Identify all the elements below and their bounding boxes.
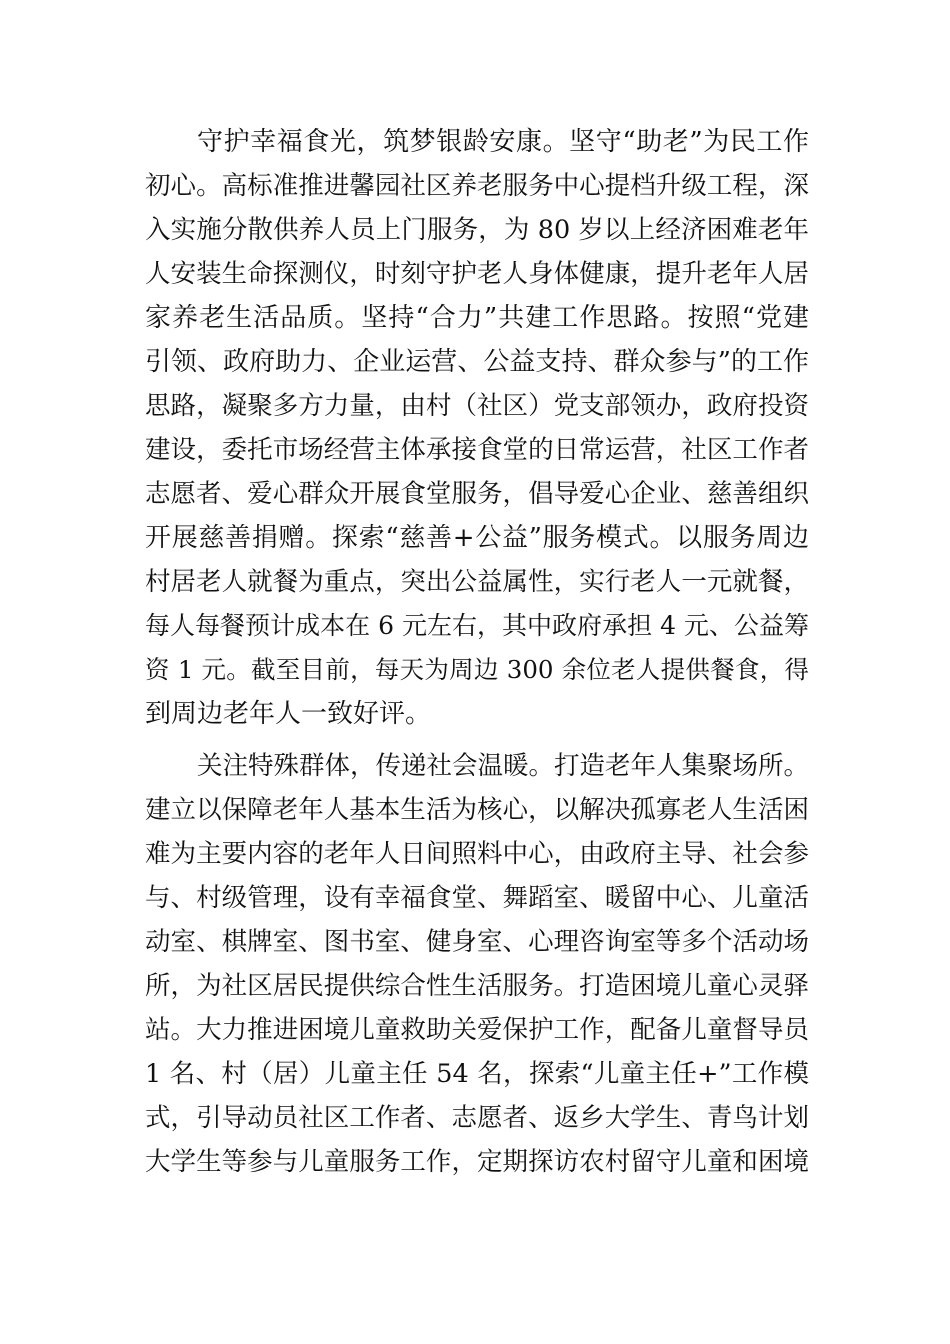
paragraph-line: 难为主要内容的老年人日间照料中心，由政府主导、社会参 [145, 839, 809, 869]
paragraph-line: 人安装生命探测仪，时刻守护老人身体健康，提升老年人居 [145, 259, 809, 289]
paragraph-line: 到周边老年人一致好评。 [145, 699, 432, 729]
paragraph-line: 每人每餐预计成本在 6 元左右，其中政府承担 4 元、公益筹 [145, 611, 809, 640]
paragraph-line: 引领、政府助力、企业运营、公益支持、群众参与”的工作 [145, 347, 809, 377]
paragraph-line: 1 名、村（居）儿童主任 54 名，探索“儿童主任+”工作模 [145, 1059, 809, 1089]
paragraph-line: 大学生等参与儿童服务工作，定期探访农村留守儿童和困境 [145, 1147, 809, 1177]
paragraph-line: 建设，委托市场经营主体承接食堂的日常运营，社区工作者 [145, 435, 809, 465]
paragraph-line: 站。大力推进困境儿童救助关爱保护工作，配备儿童督导员 [145, 1015, 809, 1045]
paragraph-line: 志愿者、爱心群众开展食堂服务，倡导爱心企业、慈善组织 [145, 479, 809, 509]
paragraph-line: 式，引导动员社区工作者、志愿者、返乡大学生、青鸟计划 [145, 1103, 809, 1133]
paragraph-line: 所，为社区居民提供综合性生活服务。打造困境儿童心灵驿 [145, 971, 809, 1001]
paragraph-line: 入实施分散供养人员上门服务，为 80 岁以上经济困难老年 [145, 215, 809, 245]
paragraph-line: 动室、棋牌室、图书室、健身室、心理咨询室等多个活动场 [145, 927, 809, 957]
paragraph-line: 资 1 元。截至目前，每天为周边 300 余位老人提供餐食，得 [145, 655, 809, 684]
paragraph-1 [145, 120, 809, 736]
paragraph-line: 守护幸福食光，筑梦银龄安康。坚守“助老”为民工作 [197, 127, 809, 157]
paragraph-line: 思路，凝聚多方力量，由村（社区）党支部领办，政府投资 [145, 391, 809, 421]
paragraph-line: 建立以保障老年人基本生活为核心，以解决孤寡老人生活困 [145, 795, 809, 825]
paragraph-line: 家养老生活品质。坚持“合力”共建工作思路。按照“党建 [145, 303, 809, 333]
paragraph-line: 与、村级管理，设有幸福食堂、舞蹈室、暖留中心、儿童活 [145, 883, 809, 913]
paragraph-line: 关注特殊群体，传递社会温暖。打造老年人集聚场所。 [197, 751, 810, 781]
paragraph-line: 初心。高标准推进馨园社区养老服务中心提档升级工程，深 [145, 171, 809, 201]
paragraph-2 [145, 744, 809, 1184]
paragraph-line: 开展慈善捐赠。探索“慈善+公益”服务模式。以服务周边 [145, 523, 809, 553]
paragraph-line: 村居老人就餐为重点，突出公益属性，实行老人一元就餐， [145, 567, 809, 597]
